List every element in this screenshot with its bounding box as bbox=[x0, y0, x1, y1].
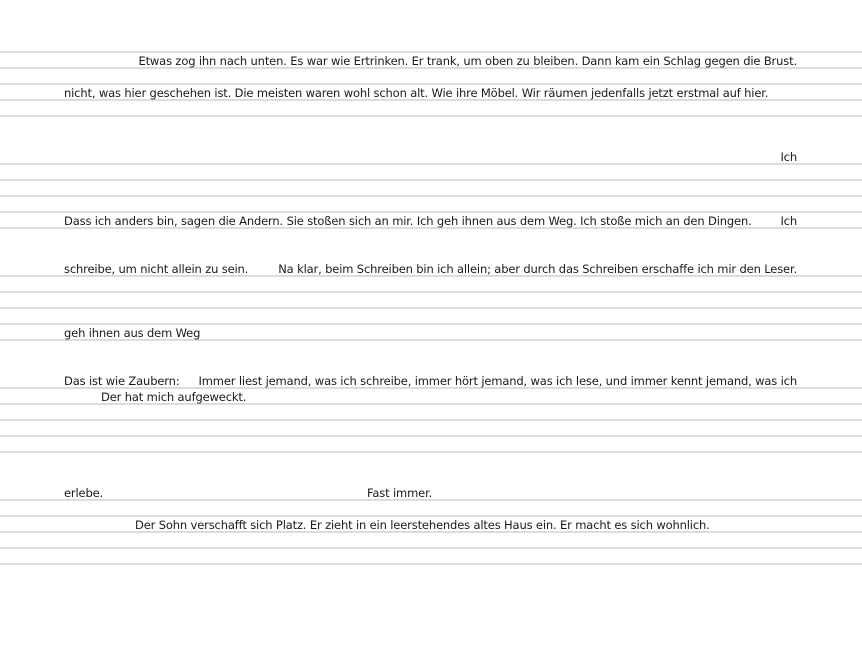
rule-line bbox=[0, 515, 862, 517]
text-line-2: nicht, was hier geschehen ist. Die meisten waren wohl schon alt. Wie ihre Möbel. Wir räumen jedenfalls jetzt erstmal auf hier. bbox=[64, 86, 769, 100]
rule-line bbox=[0, 51, 862, 53]
text-line-9a: erlebe. bbox=[64, 486, 104, 500]
text-line-5a: schreibe, um nicht allein zu sein. bbox=[64, 262, 249, 276]
text-line-5b: Na klar, beim Schreiben bin ich allein; aber durch das Schreiben erschaffe ich mir den Leser. bbox=[278, 262, 797, 276]
text-line-10: Der Sohn verschafft sich Platz. Er zieht in ein leerstehendes altes Haus ein. Er macht es sich wohnlich. bbox=[135, 518, 710, 532]
rule-line bbox=[0, 435, 862, 437]
rule-line bbox=[0, 547, 862, 549]
text-line-8: Der hat mich aufgeweckt. bbox=[101, 390, 247, 404]
text-line-1: Etwas zog ihn nach unten. Es war wie Ertrinken. Er trank, um oben zu bleiben. Dann kam ein Schlag gegen die Brust. bbox=[138, 54, 797, 68]
rule-line bbox=[0, 419, 862, 421]
rule-line bbox=[0, 563, 862, 565]
text-line-4a: Dass ich anders bin, sagen die Andern. Sie stoßen sich an mir. Ich geh ihnen aus dem Weg. Ich stoße mich an den Dingen. bbox=[64, 214, 752, 228]
rule-line bbox=[0, 323, 862, 325]
rule-line bbox=[0, 307, 862, 309]
rule-line bbox=[0, 163, 862, 165]
rule-line bbox=[0, 451, 862, 453]
rule-line bbox=[0, 115, 862, 117]
text-line-7b: Immer liest jemand, was ich schreibe, immer hört jemand, was ich lese, und immer kennt jemand, was ich bbox=[198, 374, 797, 388]
rule-line bbox=[0, 83, 862, 85]
rule-line bbox=[0, 291, 862, 293]
text-line-3: Ich bbox=[780, 150, 797, 164]
rule-line bbox=[0, 195, 862, 197]
text-line-6: geh ihnen aus dem Weg bbox=[64, 326, 201, 340]
text-line-4b: Ich bbox=[780, 214, 797, 228]
rule-line bbox=[0, 211, 862, 213]
rule-line bbox=[0, 179, 862, 181]
text-line-9b: Fast immer. bbox=[367, 486, 433, 500]
text-line-7a: Das ist wie Zaubern: bbox=[64, 374, 180, 388]
